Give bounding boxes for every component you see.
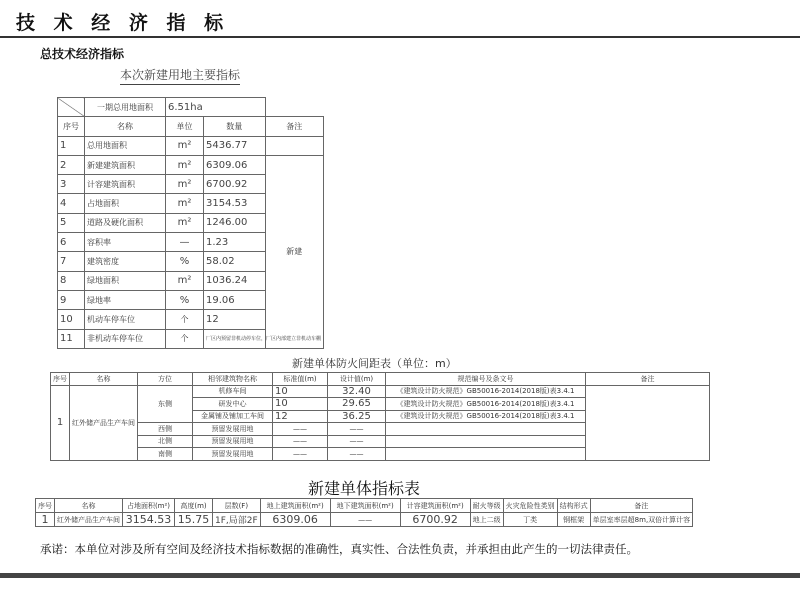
design-value: —— (328, 448, 386, 461)
row-no: 4 (58, 194, 85, 213)
row-value: 1036.24 (204, 271, 266, 290)
row-name: 计容建筑面积 (85, 175, 166, 194)
row-unit: 个 (166, 310, 204, 329)
row-name: 新建建筑面积 (85, 155, 166, 174)
row-no: 8 (58, 271, 85, 290)
row-value: 5436.77 (204, 136, 266, 155)
design-value: —— (328, 435, 386, 448)
row-unit: 个 (166, 329, 204, 348)
design-value: 36.25 (328, 410, 386, 423)
row-unit: m² (166, 271, 204, 290)
row-no: 2 (58, 155, 85, 174)
header-cell: 备注 (590, 499, 693, 513)
header-cell: 名称 (55, 499, 123, 513)
above-ground-area: 6309.06 (260, 513, 330, 527)
row-no: 11 (58, 329, 85, 348)
neighbor: 机修车间 (193, 385, 273, 398)
design-value: 32.40 (328, 385, 386, 398)
header-cell: 方位 (138, 373, 193, 386)
row-name: 占地面积 (85, 194, 166, 213)
floors: 1F,局部2F (213, 513, 261, 527)
building-indicator-table (35, 498, 693, 527)
header-cell: 结构形式 (557, 499, 590, 513)
code-ref (386, 435, 586, 448)
row-value: 12 (204, 310, 266, 329)
row-name: 容积率 (85, 233, 166, 252)
row-value: 1246.00 (204, 213, 266, 232)
header-cell: 备注 (586, 373, 710, 386)
header-cell: 数量 (204, 117, 266, 136)
table1-top-row (58, 98, 324, 117)
neighbor: 预留发展用地 (193, 448, 273, 461)
header-cell: 序号 (36, 499, 55, 513)
row-unit: m² (166, 155, 204, 174)
building-height: 15.75 (175, 513, 213, 527)
header-cell: 地上建筑面积(m²) (260, 499, 330, 513)
main-indicator-table (57, 97, 324, 349)
fire-distance-table (50, 372, 710, 461)
header-cell: 序号 (58, 117, 85, 136)
commitment-statement: 承诺：本单位对涉及所有空间及经济技术指标数据的准确性，真实性、合法性负责，并承担由此产生的一切法律责任。 (40, 542, 638, 556)
table1-header-row (58, 117, 324, 136)
hazard-class: 丁类 (503, 513, 557, 527)
header-cell: 序号 (51, 373, 70, 386)
code-ref: 《建筑设计防火规范》GB50016-2014(2018版)表3.4.1 (386, 410, 586, 423)
row-remark: 新建 (265, 155, 323, 348)
row-name: 建筑密度 (85, 252, 166, 271)
footer-bar (0, 573, 800, 578)
header-cell: 耐火等级 (470, 499, 503, 513)
design-value: 29.65 (328, 398, 386, 411)
table1-top-value: 6.51ha (166, 98, 266, 117)
row-value: 19.06 (204, 290, 266, 309)
row-value: 1.23 (204, 233, 266, 252)
header-cell: 高度(m) (175, 499, 213, 513)
table-row (58, 136, 324, 155)
neighbor: 预留发展用地 (193, 423, 273, 436)
table-row (51, 385, 710, 398)
table-row (58, 155, 324, 174)
header-cell: 火灾危险性类别 (503, 499, 557, 513)
row-name: 道路及硬化面积 (85, 213, 166, 232)
row-unit: m² (166, 136, 204, 155)
table1-top-label: 一期总用地面积 (85, 98, 166, 117)
row-unit: m² (166, 175, 204, 194)
header-cell: 相邻建筑物名称 (193, 373, 273, 386)
table-row (58, 329, 324, 348)
section-subtitle: 总技术经济指标 (40, 47, 125, 61)
code-ref (386, 448, 586, 461)
table2-header-row (51, 373, 710, 386)
below-ground-area: —— (330, 513, 400, 527)
direction: 南侧 (138, 448, 193, 461)
standard-value: 10 (273, 385, 328, 398)
row-value: 58.02 (204, 252, 266, 271)
row-no: 1 (51, 385, 70, 460)
direction: 东侧 (138, 385, 193, 423)
table2-title: 新建单体防火间距表（单位：m） (292, 357, 457, 370)
row-value: 3154.53 (204, 194, 266, 213)
neighbor: 金属铺及铺加工车间 (193, 410, 273, 423)
header-cell: 名称 (70, 373, 138, 386)
row-value: 6309.06 (204, 155, 266, 174)
header-cell: 设计值(m) (328, 373, 386, 386)
row-name: 机动车停车位 (85, 310, 166, 329)
structure-type: 钢框架 (557, 513, 590, 527)
table-row (36, 513, 693, 527)
header-cell: 标准值(m) (273, 373, 328, 386)
code-ref: 《建筑设计防火规范》GB50016-2014(2018版)表3.4.1 (386, 385, 586, 398)
row-no: 3 (58, 175, 85, 194)
standard-value: —— (273, 435, 328, 448)
remark: 单层室率层超8m,双倍计算计容 (590, 513, 693, 527)
row-no: 6 (58, 233, 85, 252)
header-cell: 单位 (166, 117, 204, 136)
row-no: 9 (58, 290, 85, 309)
neighbor: 研发中心 (193, 398, 273, 411)
neighbor: 预留发展用地 (193, 435, 273, 448)
row-unit: m² (166, 213, 204, 232)
direction: 北侧 (138, 435, 193, 448)
header-cell: 计容建筑面积(m²) (400, 499, 470, 513)
row-unit: % (166, 252, 204, 271)
row-no: 10 (58, 310, 85, 329)
remark (586, 385, 710, 460)
row-no: 7 (58, 252, 85, 271)
diagonal-cell (58, 98, 85, 117)
row-value: 厂区内预留非机动停车位，厂区内部建立非机动车棚 (204, 329, 324, 348)
row-name: 绿地率 (85, 290, 166, 309)
header-cell: 名称 (85, 117, 166, 136)
header-cell: 备注 (265, 117, 323, 136)
row-no: 5 (58, 213, 85, 232)
row-unit: m² (166, 194, 204, 213)
table3-header-row (36, 499, 693, 513)
footprint-area: 3154.53 (123, 513, 175, 527)
standard-value: —— (273, 423, 328, 436)
row-no: 1 (36, 513, 55, 527)
row-name: 非机动车停车位 (85, 329, 166, 348)
header-divider (0, 36, 800, 38)
far-area: 6700.92 (400, 513, 470, 527)
table1-title: 本次新建用地主要指标 (120, 66, 240, 85)
header-cell: 占地面积(m²) (123, 499, 175, 513)
row-value: 6700.92 (204, 175, 266, 194)
standard-value: —— (273, 448, 328, 461)
header-cell: 规范编号及条文号 (386, 373, 586, 386)
direction: 西侧 (138, 423, 193, 436)
row-name: 绿地面积 (85, 271, 166, 290)
row-unit: % (166, 290, 204, 309)
row-unit: — (166, 233, 204, 252)
fire-grade: 地上二级 (470, 513, 503, 527)
table3-title: 新建单体指标表 (308, 479, 421, 498)
code-ref: 《建筑设计防火规范》GB50016-2014(2018版)表3.4.1 (386, 398, 586, 411)
building-name: 红外储产品生产车间 (70, 385, 138, 460)
design-value: —— (328, 423, 386, 436)
row-no: 1 (58, 136, 85, 155)
header-cell: 地下建筑面积(m²) (330, 499, 400, 513)
row-name: 总用地面积 (85, 136, 166, 155)
standard-value: 12 (273, 410, 328, 423)
header-cell: 层数(F) (213, 499, 261, 513)
page-title: 技 术 经 济 指 标 (16, 12, 230, 34)
building-name: 红外储产品生产车间 (55, 513, 123, 527)
code-ref (386, 423, 586, 436)
standard-value: 10 (273, 398, 328, 411)
row-remark (265, 136, 323, 155)
